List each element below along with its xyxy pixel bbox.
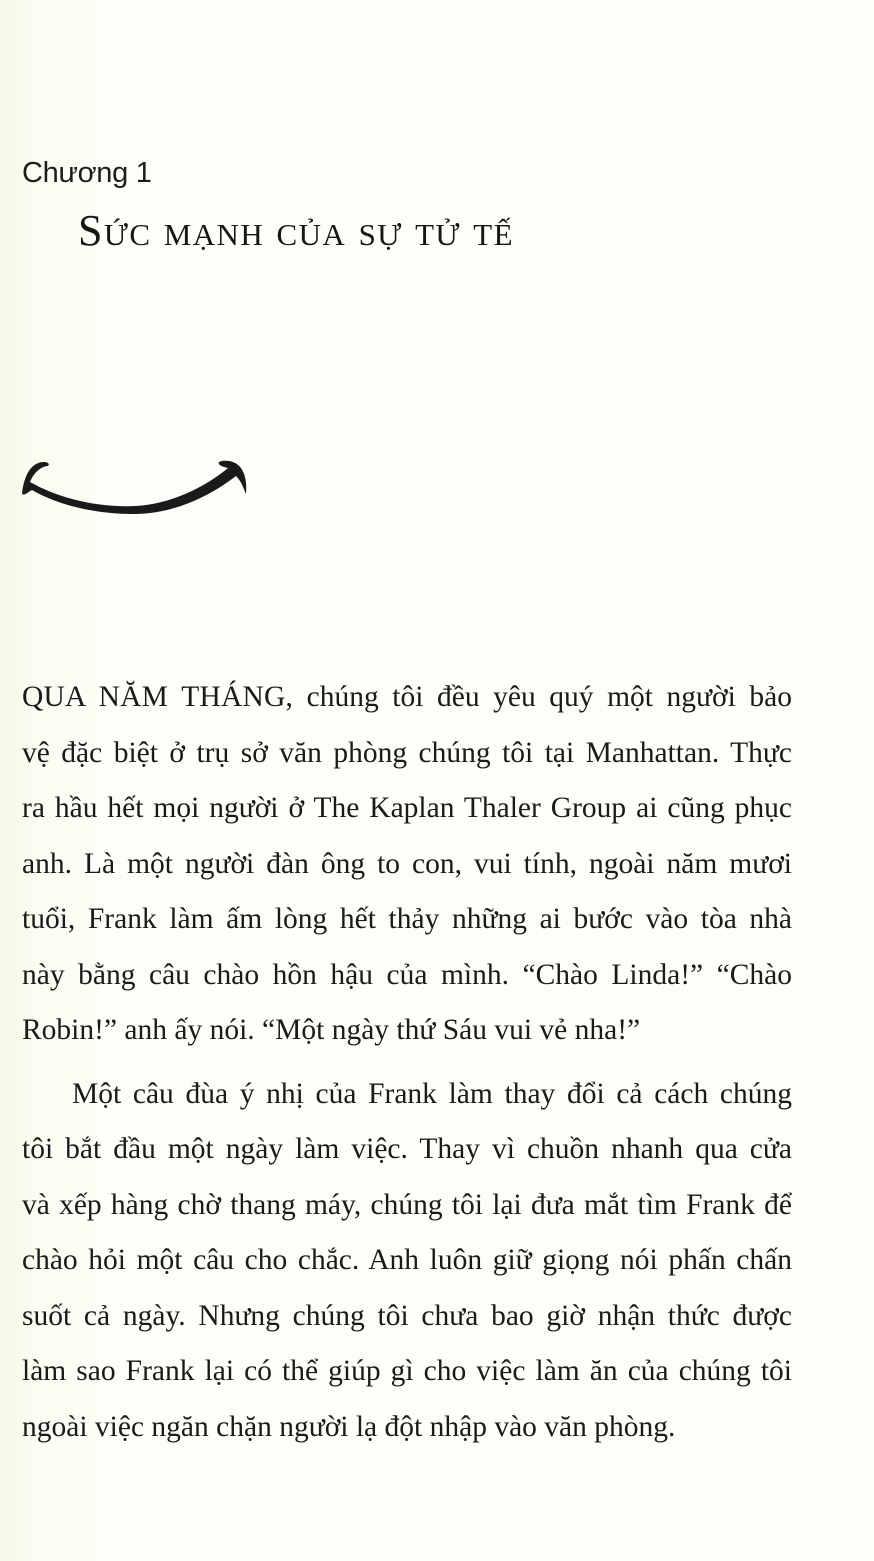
paragraph-1-line-6: này bằng câu chào hồn hậu của mình. “Chào Linda!” “Chào: [22, 958, 792, 991]
paragraph-2-line-5: suốt cả ngày. Nhưng chúng tôi chưa bao giờ nhận thức được: [22, 1299, 792, 1332]
paragraph-2-line-6: làm sao Frank lại có thể giúp gì cho việc làm ăn của chúng tôi: [22, 1355, 792, 1387]
chapter-title: Sức mạnh của sự tử tế: [78, 206, 514, 255]
chapter-label: Chương 1: [22, 157, 152, 189]
paragraph-1-line-2: vệ đặc biệt ở trụ sở văn phòng chúng tôi tại Manhattan. Thực: [22, 736, 792, 769]
paragraph-1-line-3: ra hầu hết mọi người ở The Kaplan Thaler Group ai cũng phục: [22, 792, 792, 824]
body-text: [22, 670, 792, 1455]
paragraph-1-line-4: anh. Là một người đàn ông to con, vui tính, ngoài năm mươi: [22, 847, 792, 880]
paragraph-1-line-7: Robin!” anh ấy nói. “Một ngày thứ Sáu vui vẻ nha!”: [22, 1014, 641, 1046]
paragraph-2-line-3: và xếp hàng chờ thang máy, chúng tôi lại đưa mắt tìm Frank để: [22, 1188, 792, 1221]
paragraph-2-line-7: ngoài việc ngăn chặn người lạ đột nhập vào văn phòng.: [22, 1410, 676, 1443]
paragraph-2-line-2: tôi bắt đầu một ngày làm việc. Thay vì chuồn nhanh qua cửa: [22, 1133, 792, 1165]
paragraph-2-line-1: Một câu đùa ý nhị của Frank làm thay đổi cả cách chúng: [72, 1077, 792, 1110]
paragraph-gap: [22, 1059, 792, 1067]
paragraph-lead-caps: QUA NĂM THÁNG,: [22, 681, 294, 713]
paragraph-1-line-5: tuổi, Frank làm ấm lòng hết thảy những ai bước vào tòa nhà: [22, 903, 792, 935]
paragraph-1-line-1: QUA NĂM THÁNG, chúng tôi đều yêu quý một người bảo: [22, 681, 792, 713]
smile-curve-icon: [18, 452, 250, 516]
paragraph-2-line-4: chào hỏi một câu cho chắc. Anh luôn giữ giọng nói phấn chấn: [22, 1244, 792, 1276]
